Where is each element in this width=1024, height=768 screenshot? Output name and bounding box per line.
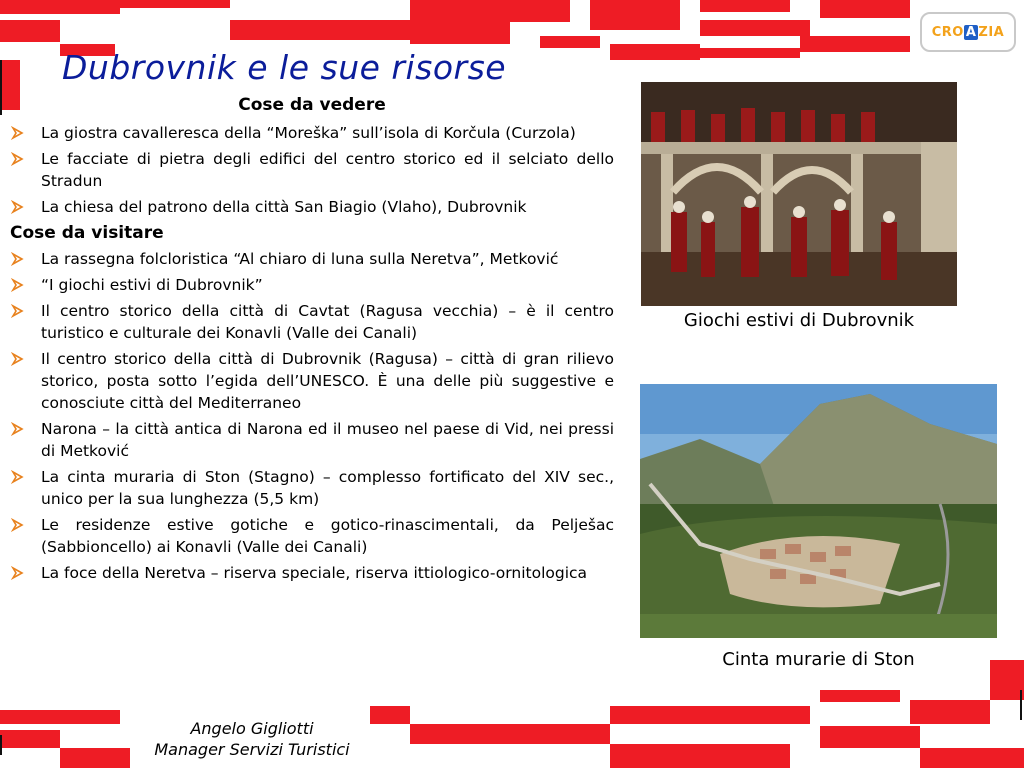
page-title: Dubrovnik e le sue risorse xyxy=(62,48,507,87)
arrow-bullet-icon xyxy=(11,196,25,218)
arrow-bullet-icon xyxy=(11,466,25,488)
logo-text-mid: A xyxy=(965,24,977,40)
photo1-caption: Giochi estivi di Dubrovnik xyxy=(683,310,915,331)
arrow-bullet-icon xyxy=(11,248,25,270)
footer-role: Manager Servizi Turistici xyxy=(154,740,350,759)
list-item xyxy=(10,562,614,584)
list-item-text: “I giochi estivi di Dubrovnik” xyxy=(41,276,263,294)
list-item xyxy=(10,300,614,344)
summer-games-photo xyxy=(641,82,957,306)
arrow-bullet-icon xyxy=(11,348,25,370)
list-item xyxy=(10,514,614,558)
list-item-text: La giostra cavalleresca della “Moreška” sull’isola di Korčula (Curzola) xyxy=(41,124,576,142)
list-item-text: La chiesa del patrono della città San Biagio (Vlaho), Dubrovnik xyxy=(41,198,527,216)
list-item xyxy=(10,418,614,462)
list-item xyxy=(10,148,614,192)
photo2-caption: Cinta murarie di Ston xyxy=(722,649,915,670)
list-item-text: La foce della Neretva – riserva speciale, riserva ittiologico-ornitologica xyxy=(41,564,588,582)
list-item-text: Il centro storico della città di Dubrovnik (Ragusa) – città di gran rilievo storico, posta sotto l’egida dell’UNESCO. È una delle più suggestive e conosciute città del Mediterraneo xyxy=(41,350,614,412)
list-item xyxy=(10,196,614,218)
croazia-logo xyxy=(920,12,1016,52)
arrow-bullet-icon xyxy=(11,274,25,296)
list-item xyxy=(10,466,614,510)
footer-author xyxy=(120,718,384,760)
logo-text-left: CRO xyxy=(931,24,964,40)
list-item-text: La rassegna folcloristica “Al chiaro di luna sulla Neretva”, Metković xyxy=(41,250,559,268)
arrow-bullet-icon xyxy=(11,122,25,144)
section1-heading: Cose da vedere xyxy=(238,95,386,115)
footer-name: Angelo Gigliotti xyxy=(190,719,314,738)
list-item-text: La cinta muraria di Ston (Stagno) – complesso fortificato del XIV sec., unico per la sua lunghezza (5,5 km) xyxy=(41,468,614,508)
ston-walls-photo xyxy=(640,384,997,638)
arrow-bullet-icon xyxy=(11,562,25,584)
arrow-bullet-icon xyxy=(11,148,25,170)
logo-text-right: ZIA xyxy=(978,24,1005,40)
list-item-text: Il centro storico della città di Cavtat (Ragusa vecchia) – è il centro turistico e culturale dei Konavli (Valle dei Canali) xyxy=(41,302,614,342)
list-item xyxy=(10,122,614,144)
list-item-text: Le residenze estive gotiche e gotico-rinascimentali, da Pelješac (Sabbioncello) ai Konavli (Valle dei Canali) xyxy=(41,516,614,556)
section1-list xyxy=(10,122,614,218)
main-content xyxy=(10,122,614,588)
list-item xyxy=(10,348,614,414)
list-item xyxy=(10,274,614,296)
list-item-text: Le facciate di pietra degli edifici del centro storico ed il selciato dello Stradun xyxy=(41,150,614,190)
arrow-bullet-icon xyxy=(11,418,25,440)
list-item xyxy=(10,248,614,270)
arrow-bullet-icon xyxy=(11,300,25,322)
section2-list xyxy=(10,248,614,584)
section2-heading: Cose da visitare xyxy=(10,223,164,243)
arrow-bullet-icon xyxy=(11,514,25,536)
list-item-text: Narona – la città antica di Narona ed il museo nel paese di Vid, nei pressi di Metković xyxy=(41,420,614,460)
